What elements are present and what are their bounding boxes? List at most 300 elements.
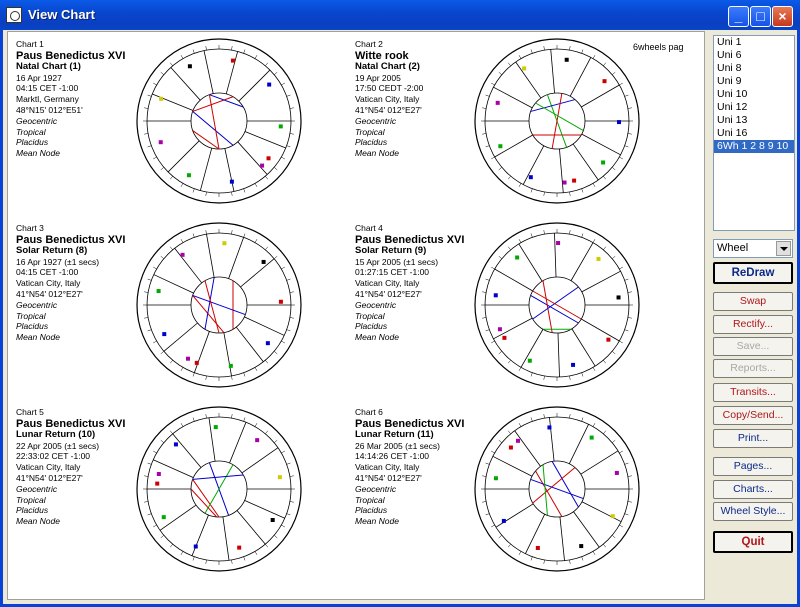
zodiac-tick bbox=[255, 423, 257, 426]
chart-type: Natal Chart (2) bbox=[355, 60, 420, 72]
planet-glyph bbox=[563, 181, 567, 185]
zodiac-tick bbox=[499, 256, 502, 259]
zodiac-tick bbox=[244, 50, 245, 54]
house-cusp bbox=[173, 434, 201, 468]
zodiac-tick bbox=[486, 514, 490, 515]
planet-glyph bbox=[615, 471, 619, 475]
zodiac-tick bbox=[570, 46, 571, 50]
house-cusp bbox=[519, 244, 542, 281]
chart-info-2 bbox=[355, 39, 423, 159]
planet-glyph bbox=[596, 257, 600, 261]
planet-glyph bbox=[188, 64, 192, 68]
chart-name: Paus Benedictus XVI bbox=[355, 233, 465, 246]
list-item[interactable]: 6Wh 1 2 8 9 10 bbox=[714, 140, 794, 153]
zodiac-tick bbox=[531, 557, 532, 561]
chart-type: Solar Return (8) bbox=[16, 244, 88, 256]
zodiac-tick bbox=[287, 146, 291, 147]
chart-coords: 41°N54' 012°E27' bbox=[355, 104, 422, 115]
planet-glyph bbox=[528, 359, 532, 363]
zodiac-tick bbox=[181, 55, 183, 58]
list-item[interactable]: Uni 12 bbox=[717, 101, 748, 113]
zodiac-tick bbox=[519, 239, 521, 242]
zodiac-tick bbox=[531, 189, 532, 193]
zodiac-tick bbox=[181, 367, 183, 370]
planet-glyph bbox=[214, 425, 218, 429]
quit-button[interactable]: Quit bbox=[713, 531, 793, 553]
zodiac-tick bbox=[491, 83, 494, 85]
chart-time: 17:50 CEDT -2:00 bbox=[355, 83, 424, 94]
zodiac-tick bbox=[181, 423, 183, 426]
house-cusp bbox=[225, 148, 234, 191]
zodiac-tick bbox=[482, 292, 486, 293]
zodiac-tick bbox=[287, 279, 291, 280]
zodiac-tick bbox=[531, 234, 532, 238]
house-cusp bbox=[152, 94, 193, 110]
chart-system: Geocentric bbox=[355, 299, 397, 310]
planet-glyph bbox=[494, 476, 498, 480]
chart-date: 16 Apr 1927 bbox=[16, 72, 62, 83]
zodiac-tick bbox=[628, 292, 632, 293]
zodiac-tick bbox=[193, 373, 194, 377]
zodiac-tick bbox=[499, 167, 502, 170]
planet-glyph bbox=[617, 120, 621, 124]
chart-list[interactable] bbox=[713, 35, 795, 231]
chart-node: Mean Node bbox=[355, 516, 399, 527]
zodiac-tick bbox=[603, 63, 606, 66]
chart-time: 22:33:02 CET -1:00 bbox=[16, 451, 91, 462]
zodiac-tick bbox=[612, 167, 615, 170]
swap-button[interactable]: Swap bbox=[713, 292, 793, 311]
planet-glyph bbox=[230, 180, 234, 184]
zodiac-tick bbox=[603, 431, 606, 434]
house-cusp bbox=[245, 131, 286, 147]
chart-number: Chart 3 bbox=[16, 223, 44, 233]
planet-glyph bbox=[606, 338, 610, 342]
house-cusp bbox=[523, 146, 544, 185]
house-cusp bbox=[582, 134, 621, 155]
zodiac-tick bbox=[290, 502, 294, 503]
zodiac-tick bbox=[232, 560, 233, 564]
zodiac-tick bbox=[148, 463, 152, 464]
list-item[interactable]: Uni 13 bbox=[717, 114, 748, 126]
zodiac-tick bbox=[281, 525, 284, 527]
house-cusp bbox=[229, 237, 244, 278]
zodiac-tick bbox=[274, 256, 277, 259]
list-item[interactable]: Uni 1 bbox=[717, 36, 742, 48]
chart-place: Vatican City, Italy bbox=[16, 462, 81, 473]
planet-glyph bbox=[157, 289, 161, 293]
house-cusp bbox=[229, 422, 245, 463]
chart-houses: Placidus bbox=[355, 321, 388, 332]
house-cusp bbox=[521, 329, 543, 367]
chart-place: Marktl, Germany bbox=[16, 94, 79, 105]
planet-glyph bbox=[494, 293, 498, 297]
planet-glyph bbox=[509, 446, 513, 450]
chart-zodiac: Tropical bbox=[355, 126, 385, 137]
zodiac-tick bbox=[625, 514, 629, 515]
house-cusp bbox=[242, 448, 278, 473]
house-cusp bbox=[554, 233, 556, 277]
zodiac-tick bbox=[544, 230, 545, 234]
save-button[interactable]: Save... bbox=[713, 337, 793, 356]
zodiac-tick bbox=[144, 108, 148, 109]
zodiac-tick bbox=[206, 376, 207, 380]
zodiac-tick bbox=[625, 146, 629, 147]
planet-glyph bbox=[515, 256, 519, 260]
redraw-button[interactable]: ReDraw bbox=[713, 262, 793, 284]
chart-info-5 bbox=[16, 407, 125, 527]
planet-glyph bbox=[602, 79, 606, 83]
chart-wheel-2[interactable] bbox=[472, 36, 642, 206]
planet-glyph bbox=[536, 546, 540, 550]
zodiac-tick bbox=[206, 230, 207, 234]
zodiac-tick bbox=[603, 247, 606, 250]
zodiac-tick bbox=[508, 431, 511, 434]
chart-coords: 41°N54' 012°E27' bbox=[355, 472, 422, 483]
zodiac-tick bbox=[628, 502, 632, 503]
list-item[interactable]: Uni 6 bbox=[717, 49, 742, 61]
zodiac-tick bbox=[274, 440, 277, 443]
zodiac-tick bbox=[544, 376, 545, 380]
chart-name: Paus Benedictus XVI bbox=[16, 49, 126, 62]
zodiac-tick bbox=[287, 463, 291, 464]
copy-send-button[interactable]: Copy/Send... bbox=[713, 406, 793, 425]
planet-glyph bbox=[195, 361, 199, 365]
chart-coords: 41°N54' 012°E27' bbox=[355, 288, 422, 299]
zodiac-tick bbox=[153, 157, 156, 159]
house-cusp bbox=[573, 144, 598, 180]
zodiac-tick bbox=[170, 176, 173, 179]
chart-houses: Placidus bbox=[16, 505, 49, 516]
chart-date: 26 Mar 2005 (±1 secs) bbox=[355, 440, 440, 451]
chart-info-6 bbox=[355, 407, 464, 527]
maximize-button[interactable]: □ bbox=[750, 6, 771, 27]
zodiac-tick bbox=[170, 247, 173, 250]
house-cusp bbox=[164, 323, 198, 351]
zodiac-tick bbox=[544, 414, 545, 418]
zodiac-tick bbox=[582, 557, 583, 561]
zodiac-tick bbox=[144, 318, 148, 319]
zodiac-tick bbox=[482, 108, 486, 109]
zodiac-tick bbox=[193, 234, 194, 238]
chart-system: Geocentric bbox=[16, 483, 58, 494]
house-cusp bbox=[549, 417, 554, 461]
zodiac-tick bbox=[619, 83, 622, 85]
chart-canvas[interactable] bbox=[7, 31, 705, 600]
zodiac-tick bbox=[519, 367, 521, 370]
chart-place: Vatican City, Italy bbox=[355, 94, 420, 105]
chart-date: 22 Apr 2005 (±1 secs) bbox=[16, 440, 100, 451]
chart-wheel-4[interactable] bbox=[472, 220, 642, 390]
zodiac-tick bbox=[612, 351, 615, 354]
chart-wheel-6[interactable] bbox=[472, 404, 642, 574]
zodiac-tick bbox=[144, 134, 148, 135]
zodiac-tick bbox=[486, 95, 490, 96]
planet-glyph bbox=[571, 363, 575, 367]
close-button[interactable]: × bbox=[772, 6, 793, 27]
house-cusp bbox=[515, 431, 541, 467]
planet-glyph bbox=[572, 179, 576, 183]
zodiac-tick bbox=[281, 157, 284, 159]
zodiac-tick bbox=[153, 267, 156, 269]
chart-number: Chart 1 bbox=[16, 39, 44, 49]
rectify-button[interactable]: Rectify... bbox=[713, 315, 793, 334]
zodiac-tick bbox=[628, 134, 632, 135]
planet-glyph bbox=[231, 59, 235, 63]
house-cusp bbox=[209, 418, 215, 462]
planet-glyph bbox=[556, 241, 560, 245]
planet-glyph bbox=[237, 546, 241, 550]
zodiac-tick bbox=[499, 351, 502, 354]
zodiac-tick bbox=[161, 535, 164, 538]
house-cusp bbox=[226, 51, 237, 94]
planet-glyph bbox=[222, 241, 226, 245]
house-cusp bbox=[559, 149, 563, 193]
zodiac-tick bbox=[544, 192, 545, 196]
planet-glyph bbox=[157, 472, 161, 476]
zodiac-tick bbox=[170, 544, 173, 547]
planet-glyph bbox=[496, 101, 500, 105]
zodiac-tick bbox=[582, 50, 583, 54]
house-cusp bbox=[570, 57, 591, 96]
planet-glyph bbox=[498, 144, 502, 148]
house-cusp bbox=[244, 317, 284, 336]
house-cusp bbox=[237, 510, 265, 544]
chart-node: Mean Node bbox=[16, 516, 60, 527]
zodiac-tick bbox=[265, 63, 268, 66]
planet-glyph bbox=[565, 58, 569, 62]
list-item[interactable]: Uni 8 bbox=[717, 62, 742, 74]
chart-houses: Placidus bbox=[355, 505, 388, 516]
charts-button[interactable]: Charts... bbox=[713, 480, 793, 499]
title-bar[interactable] bbox=[0, 0, 800, 30]
minimize-button[interactable]: _ bbox=[728, 6, 749, 27]
zodiac-tick bbox=[482, 318, 486, 319]
house-cusp bbox=[200, 148, 211, 191]
planet-glyph bbox=[159, 97, 163, 101]
zodiac-tick bbox=[290, 108, 294, 109]
chart-wheel-5[interactable] bbox=[134, 404, 304, 574]
zodiac-tick bbox=[193, 189, 194, 193]
zodiac-tick bbox=[161, 256, 164, 259]
zodiac-tick bbox=[161, 440, 164, 443]
zodiac-tick bbox=[499, 440, 502, 443]
aspect-line bbox=[533, 468, 575, 503]
zodiac-tick bbox=[593, 55, 595, 58]
chart-system: Geocentric bbox=[16, 299, 58, 310]
planet-glyph bbox=[260, 164, 264, 168]
zodiac-tick bbox=[544, 560, 545, 564]
zodiac-tick bbox=[281, 83, 284, 85]
zodiac-tick bbox=[482, 476, 486, 477]
zodiac-tick bbox=[265, 431, 268, 434]
zodiac-tick bbox=[244, 418, 245, 422]
zodiac-tick bbox=[491, 267, 494, 269]
zodiac-tick bbox=[603, 544, 606, 547]
chart-info-1 bbox=[16, 39, 125, 159]
zodiac-tick bbox=[274, 72, 277, 75]
house-cusp bbox=[551, 49, 555, 93]
zodiac-tick bbox=[287, 330, 291, 331]
chart-place: Vatican City, Italy bbox=[355, 278, 420, 289]
chart-number: Chart 4 bbox=[355, 223, 383, 233]
zodiac-tick bbox=[181, 183, 183, 186]
zodiac-tick bbox=[281, 451, 284, 453]
zodiac-tick bbox=[612, 535, 615, 538]
zodiac-tick bbox=[255, 551, 257, 554]
chart-info-3 bbox=[16, 223, 125, 343]
house-cusp bbox=[239, 70, 270, 101]
zodiac-tick bbox=[148, 95, 152, 96]
chart-system: Geocentric bbox=[16, 115, 58, 126]
house-cusp bbox=[175, 248, 202, 283]
zodiac-tick bbox=[244, 557, 245, 561]
zodiac-tick bbox=[170, 63, 173, 66]
house-cusp bbox=[192, 515, 208, 556]
zodiac-tick bbox=[531, 418, 532, 422]
chart-zodiac: Tropical bbox=[16, 310, 46, 321]
zodiac-tick bbox=[153, 83, 156, 85]
zodiac-tick bbox=[144, 476, 148, 477]
house-cusp bbox=[204, 51, 213, 94]
zodiac-tick bbox=[193, 418, 194, 422]
zodiac-tick bbox=[619, 157, 622, 159]
planet-glyph bbox=[181, 253, 185, 257]
house-cusp bbox=[558, 333, 560, 377]
planet-glyph bbox=[547, 425, 551, 429]
zodiac-tick bbox=[153, 525, 156, 527]
zodiac-tick bbox=[482, 502, 486, 503]
zodiac-tick bbox=[619, 341, 622, 343]
page-label: 6wheels pag bbox=[633, 42, 684, 52]
zodiac-tick bbox=[570, 230, 571, 234]
house-cusp bbox=[194, 331, 209, 372]
zodiac-tick bbox=[612, 72, 615, 75]
planet-glyph bbox=[229, 364, 233, 368]
chart-houses: Placidus bbox=[355, 137, 388, 148]
print-button[interactable]: Print... bbox=[713, 429, 793, 448]
chevron-down-icon[interactable] bbox=[776, 241, 791, 256]
zodiac-tick bbox=[519, 55, 521, 58]
house-cusp bbox=[582, 271, 621, 292]
wheel-type-select[interactable] bbox=[713, 239, 793, 258]
chart-system: Geocentric bbox=[355, 483, 397, 494]
wheel-style-button[interactable]: Wheel Style... bbox=[713, 502, 793, 521]
zodiac-tick bbox=[232, 192, 233, 196]
house-cusp bbox=[495, 269, 533, 291]
zodiac-tick bbox=[519, 423, 521, 426]
zodiac-tick bbox=[274, 351, 277, 354]
list-item[interactable]: Uni 9 bbox=[717, 75, 742, 87]
planet-glyph bbox=[186, 357, 190, 361]
zodiac-tick bbox=[265, 544, 268, 547]
chart-name: Paus Benedictus XVI bbox=[16, 233, 126, 246]
chart-coords: 41°N54' 012°E27' bbox=[16, 472, 83, 483]
zodiac-tick bbox=[290, 476, 294, 477]
house-cusp bbox=[223, 517, 229, 561]
chart-number: Chart 5 bbox=[16, 407, 44, 417]
aspect-line bbox=[533, 291, 581, 319]
zodiac-tick bbox=[281, 267, 284, 269]
chart-number: Chart 6 bbox=[355, 407, 383, 417]
aspect-line bbox=[552, 93, 562, 148]
chart-name: Witte rook bbox=[355, 49, 409, 62]
chart-wheel-3[interactable] bbox=[134, 220, 304, 390]
zodiac-tick bbox=[582, 418, 583, 422]
zodiac-tick bbox=[206, 192, 207, 196]
house-cusp bbox=[572, 329, 595, 366]
planet-glyph bbox=[262, 260, 266, 264]
zodiac-tick bbox=[491, 525, 494, 527]
zodiac-tick bbox=[255, 239, 257, 242]
zodiac-tick bbox=[144, 292, 148, 293]
pages-button[interactable]: Pages... bbox=[713, 457, 793, 476]
zodiac-tick bbox=[582, 234, 583, 238]
zodiac-tick bbox=[181, 239, 183, 242]
zodiac-tick bbox=[491, 341, 494, 343]
zodiac-tick bbox=[593, 183, 595, 186]
zodiac-tick bbox=[625, 463, 629, 464]
house-cusp bbox=[168, 141, 199, 172]
house-cusp bbox=[560, 517, 565, 561]
house-cusp bbox=[245, 500, 285, 518]
chart-type: Solar Return (9) bbox=[355, 244, 427, 256]
zodiac-tick bbox=[148, 279, 152, 280]
planet-glyph bbox=[155, 482, 159, 486]
transits-button[interactable]: Transits... bbox=[713, 383, 793, 402]
chart-place: Vatican City, Italy bbox=[16, 278, 81, 289]
zodiac-tick bbox=[491, 157, 494, 159]
wheel-type-value: Wheel bbox=[717, 242, 749, 254]
chart-system: Geocentric bbox=[355, 115, 397, 126]
reports-button[interactable]: Reports... bbox=[713, 359, 793, 378]
zodiac-tick bbox=[148, 146, 152, 147]
chart-info-4 bbox=[355, 223, 464, 343]
zodiac-tick bbox=[153, 341, 156, 343]
zodiac-tick bbox=[508, 544, 511, 547]
zodiac-tick bbox=[265, 247, 268, 250]
house-cusp bbox=[236, 327, 263, 362]
planet-glyph bbox=[617, 295, 621, 299]
zodiac-tick bbox=[148, 514, 152, 515]
zodiac-tick bbox=[499, 72, 502, 75]
zodiac-tick bbox=[193, 50, 194, 54]
house-cusp bbox=[238, 142, 267, 175]
planet-glyph bbox=[590, 436, 594, 440]
zodiac-tick bbox=[486, 463, 490, 464]
list-item[interactable]: Uni 16 bbox=[717, 127, 748, 139]
planet-glyph bbox=[279, 300, 283, 304]
aspect-line bbox=[533, 287, 579, 319]
aspect-line bbox=[193, 475, 244, 479]
chart-time: 04:15 CET -1:00 bbox=[16, 83, 79, 94]
list-item[interactable]: Uni 10 bbox=[717, 88, 748, 100]
zodiac-tick bbox=[287, 514, 291, 515]
house-cusp bbox=[581, 319, 619, 341]
zodiac-tick bbox=[593, 551, 595, 554]
zodiac-tick bbox=[508, 63, 511, 66]
zodiac-tick bbox=[161, 167, 164, 170]
chart-houses: Placidus bbox=[16, 321, 49, 332]
zodiac-tick bbox=[170, 360, 173, 363]
zodiac-tick bbox=[244, 189, 245, 193]
zodiac-tick bbox=[612, 440, 615, 443]
zodiac-tick bbox=[491, 451, 494, 453]
aspect-line bbox=[205, 465, 233, 513]
app-icon bbox=[6, 7, 22, 23]
chart-wheel-1[interactable] bbox=[134, 36, 304, 206]
planet-glyph bbox=[255, 438, 259, 442]
